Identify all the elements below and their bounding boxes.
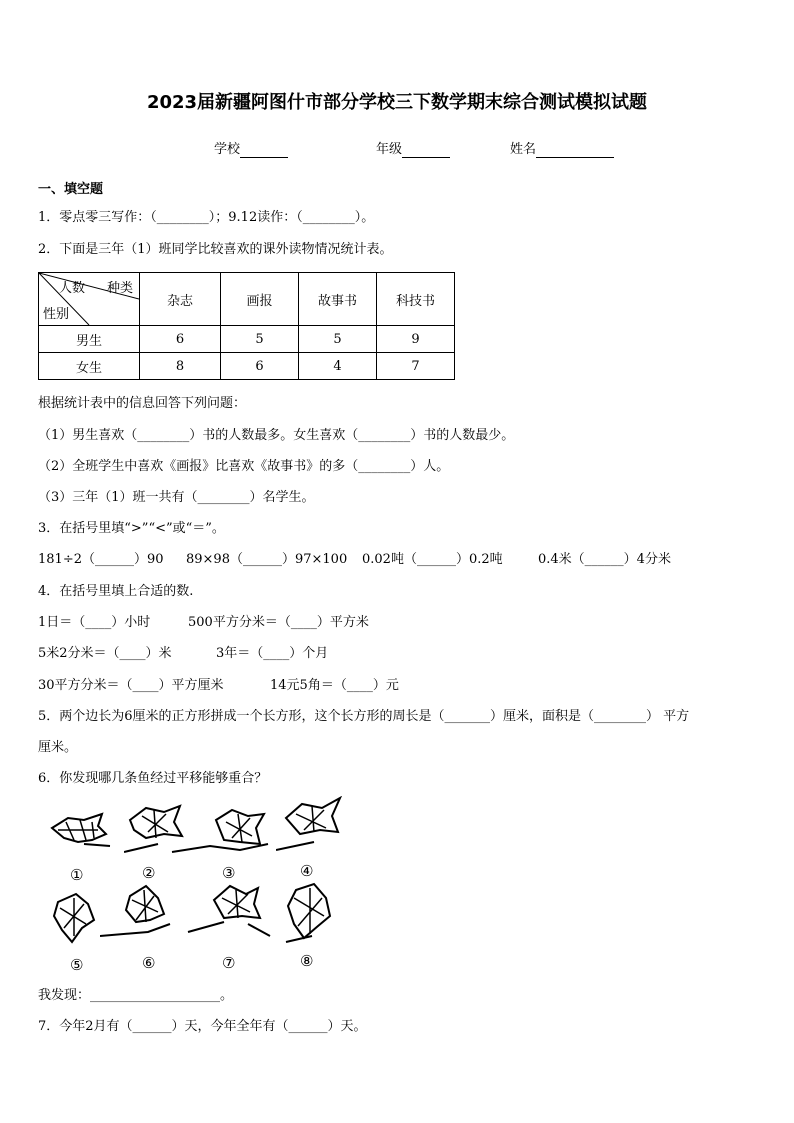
table-cell: 6 [140, 326, 221, 353]
table-cell: 5 [221, 326, 299, 353]
corner-label-count: 人数 [59, 281, 86, 296]
question-4-item: 5米2分米＝（____）米 [38, 646, 172, 661]
table-row [39, 353, 455, 380]
table-corner-cell [39, 273, 140, 326]
name-label: 姓名 [510, 142, 537, 157]
fish-label: ⑧ [300, 952, 314, 970]
question-3-item: 181÷2（______）90 [38, 552, 164, 567]
question-2: 2．下面是三年（1）班同学比较喜欢的课外读物情况统计表。 [38, 242, 393, 257]
question-3-item: 89×98（______）97×100 [186, 552, 348, 567]
stats-table [38, 272, 455, 380]
question-6: 6．你发现哪几条鱼经过平移能够重合？ [38, 771, 268, 786]
fish-label: ⑦ [222, 954, 236, 972]
question-1: 1．零点零三写作：（________）；9.12读作：（________）。 [38, 210, 375, 225]
table-cell: 9 [377, 326, 455, 353]
grade-blank [402, 143, 450, 158]
table-cell: 5 [299, 326, 377, 353]
corner-label-gender: 性别 [43, 307, 70, 322]
question-4-item: 500平方分米＝（____）平方米 [188, 615, 369, 630]
fish-5-icon [50, 890, 100, 946]
question-6-answer: 我发现：____________________。 [38, 988, 234, 1003]
name-field [510, 142, 614, 158]
page-title: 2023届新疆阿图什市部分学校三下数学期末综合测试模拟试题 [146, 92, 648, 113]
section-heading: 一、填空题 [38, 182, 104, 197]
question-2-part-2: （2）全班学生中喜欢《画报》比喜欢《故事书》的多（________）人。 [38, 459, 450, 474]
fish-label: ⑤ [70, 956, 84, 974]
school-blank [240, 143, 288, 158]
question-2-part-3: （3）三年（1）班一共有（________）名学生。 [38, 490, 315, 505]
question-4-item: 1日＝（____）小时 [38, 615, 151, 630]
school-field [214, 142, 288, 158]
question-4-item: 3年＝（____）个月 [216, 646, 329, 661]
fish-label: ④ [300, 862, 314, 880]
table-header-cell: 故事书 [299, 273, 377, 326]
fish-label: ③ [222, 864, 236, 882]
fish-label: ② [142, 864, 156, 882]
fish-3-icon [170, 806, 270, 858]
school-label: 学校 [214, 142, 241, 157]
question-3: 3．在括号里填“>”“<”或“＝”。 [38, 521, 225, 536]
question-4-item: 14元5角＝（____）元 [270, 678, 399, 693]
table-header-cell: 画报 [221, 273, 299, 326]
table-cell: 4 [299, 353, 377, 380]
table-cell: 6 [221, 353, 299, 380]
question-3-item: 0.4米（______）4分米 [538, 552, 671, 567]
fish-4-icon [276, 796, 348, 852]
question-2-intro: 根据统计表中的信息回答下列问题： [38, 396, 247, 411]
name-blank [536, 143, 614, 158]
fish-label: ⑥ [142, 954, 156, 972]
table-row-label: 女生 [39, 353, 140, 380]
table-cell: 8 [140, 353, 221, 380]
fish-8-icon [282, 880, 336, 946]
fish-7-icon [184, 880, 272, 940]
table-header-cell: 杂志 [140, 273, 221, 326]
table-row [39, 326, 455, 353]
question-5-line-1: 5．两个边长为6厘米的正方形拼成一个长方形，这个长方形的周长是（_______）厘米，面积是（________） 平方 [38, 709, 690, 724]
fish-1-icon [48, 810, 112, 856]
question-4-item: 30平方分米＝（____）平方厘米 [38, 678, 224, 693]
question-4: 4．在括号里填上合适的数. [38, 584, 194, 599]
grade-field [376, 142, 450, 158]
table-header-cell: 科技书 [377, 273, 455, 326]
fish-6-icon [100, 882, 180, 942]
corner-label-type: 种类 [107, 281, 134, 296]
question-3-item: 0.02吨（______）0.2吨 [362, 552, 503, 567]
table-row-label: 男生 [39, 326, 140, 353]
question-5-line-2: 厘米。 [38, 740, 78, 755]
grade-label: 年级 [376, 142, 403, 157]
question-7: 7．今年2月有（______）天，今年全年有（______）天。 [38, 1019, 367, 1034]
table-header-row [39, 273, 455, 326]
question-2-part-1: （1）男生喜欢（________）书的人数最多。女生喜欢（________）书的人数最少。 [38, 428, 515, 443]
table-cell: 7 [377, 353, 455, 380]
fish-label: ① [70, 866, 84, 884]
